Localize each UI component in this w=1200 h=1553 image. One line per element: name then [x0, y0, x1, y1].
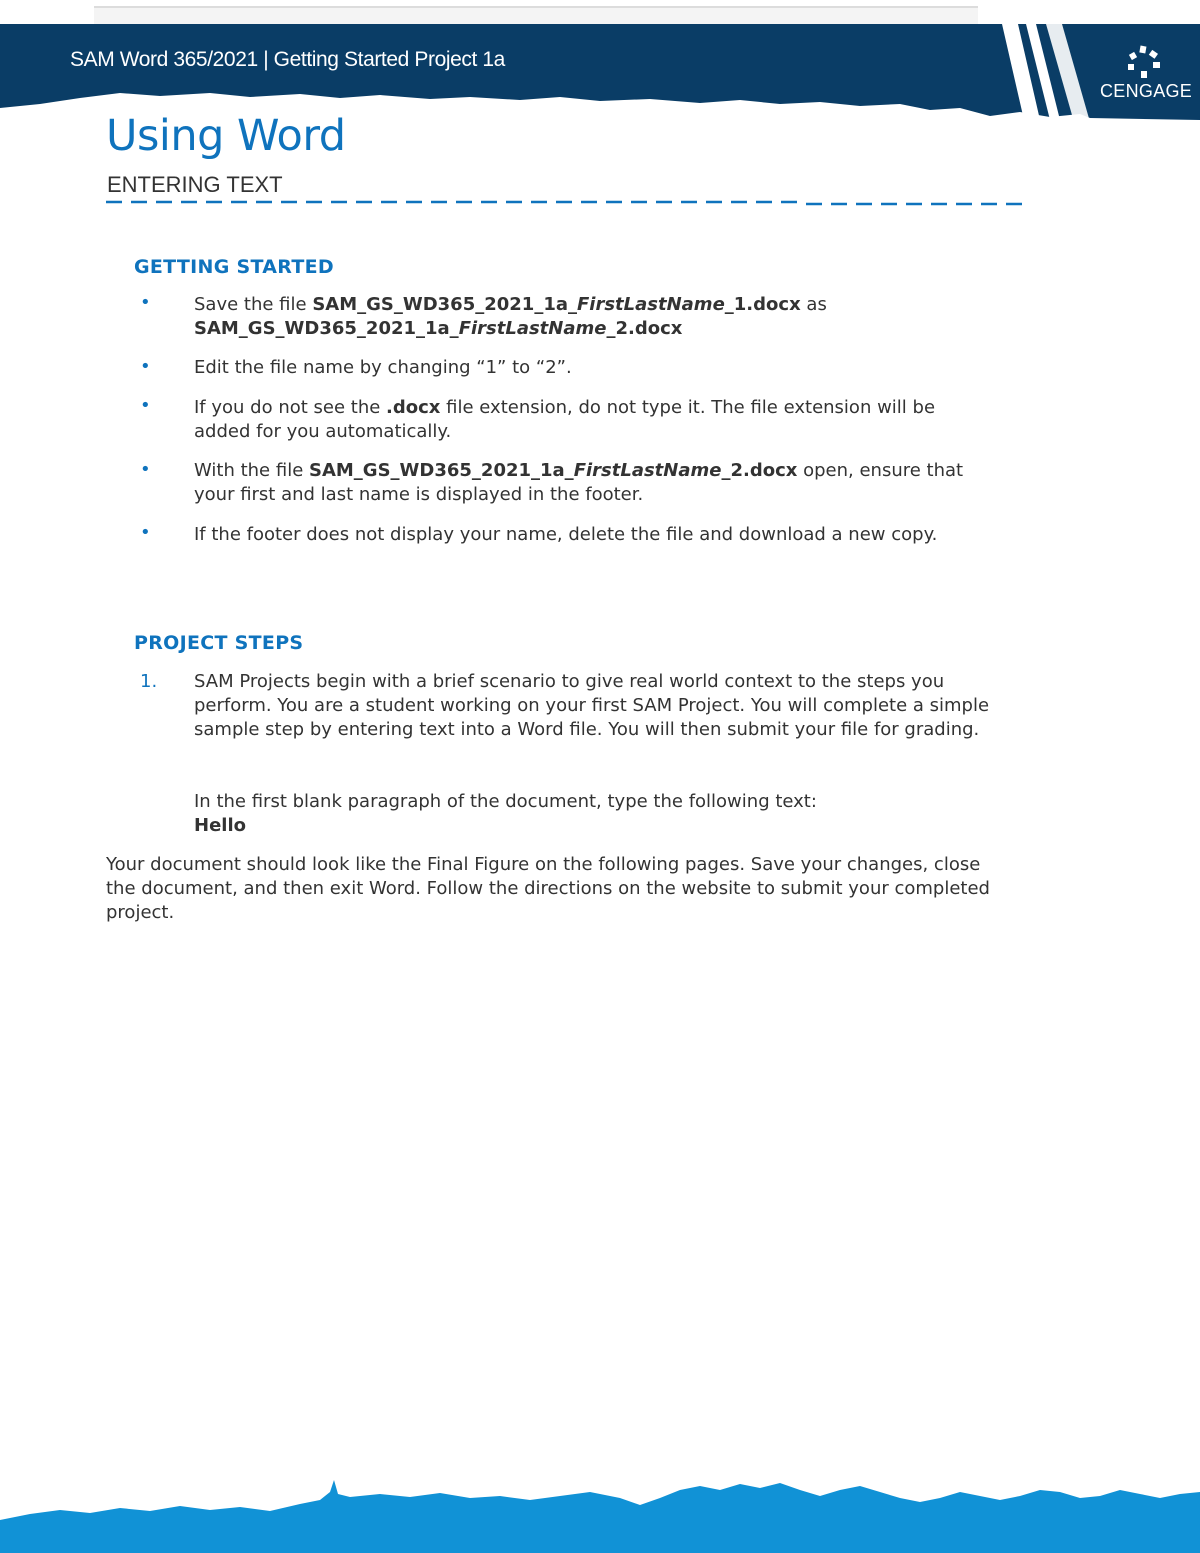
step-number: 1.: [140, 671, 158, 692]
document-title: Using Word: [106, 111, 346, 161]
cengage-logo-icon: [1126, 44, 1162, 80]
footer-wave: [0, 1470, 1200, 1553]
bullet-icon: •: [140, 459, 151, 480]
list-item: With the file SAM_GS_WD365_2021_1a_FirstLastName_2.docx open, ensure that your first and last name is displayed in the footer.: [194, 460, 964, 505]
list-item: Edit the file name by changing “1” to “2”.: [194, 357, 572, 378]
getting-started-heading: GETTING STARTED: [134, 256, 334, 278]
list-item: If you do not see the .docx file extension, do not type it. The file extension will be added for you automatically.: [194, 397, 936, 442]
step-instruction: In the first blank paragraph of the document, type the following text: Hello: [194, 791, 817, 836]
typed-text: Hello: [194, 815, 246, 836]
closing-paragraph: Your document should look like the Final Figure on the following pages. Save your changes, close the document, and then exit Word. Follow the directions on the website to submit your completed project.: [106, 854, 990, 923]
list-item: If the footer does not display your name, delete the file and download a new copy.: [194, 524, 938, 545]
logo-text: CENGAGE: [1100, 81, 1193, 101]
bullet-icon: •: [140, 522, 151, 543]
bullet-icon: •: [140, 395, 151, 416]
list-item: Save the file SAM_GS_WD365_2021_1a_FirstLastName_1.docx as SAM_GS_WD365_2021_1a_FirstLastName_2.docx: [194, 294, 827, 339]
bullet-icon: •: [140, 292, 151, 313]
bullet-icon: •: [140, 356, 151, 377]
header-title: SAM Word 365/2021 | Getting Started Project 1a: [70, 48, 505, 71]
dashed-divider: [106, 198, 1026, 208]
step-text: SAM Projects begin with a brief scenario to give real world context to the steps you perform. You are a student working on your first SAM Project. You will complete a simple sample step by entering text into a Word file. You will then submit your file for grading.: [194, 671, 990, 740]
project-steps-heading: PROJECT STEPS: [134, 632, 304, 654]
document-subtitle: ENTERING TEXT: [107, 172, 283, 197]
